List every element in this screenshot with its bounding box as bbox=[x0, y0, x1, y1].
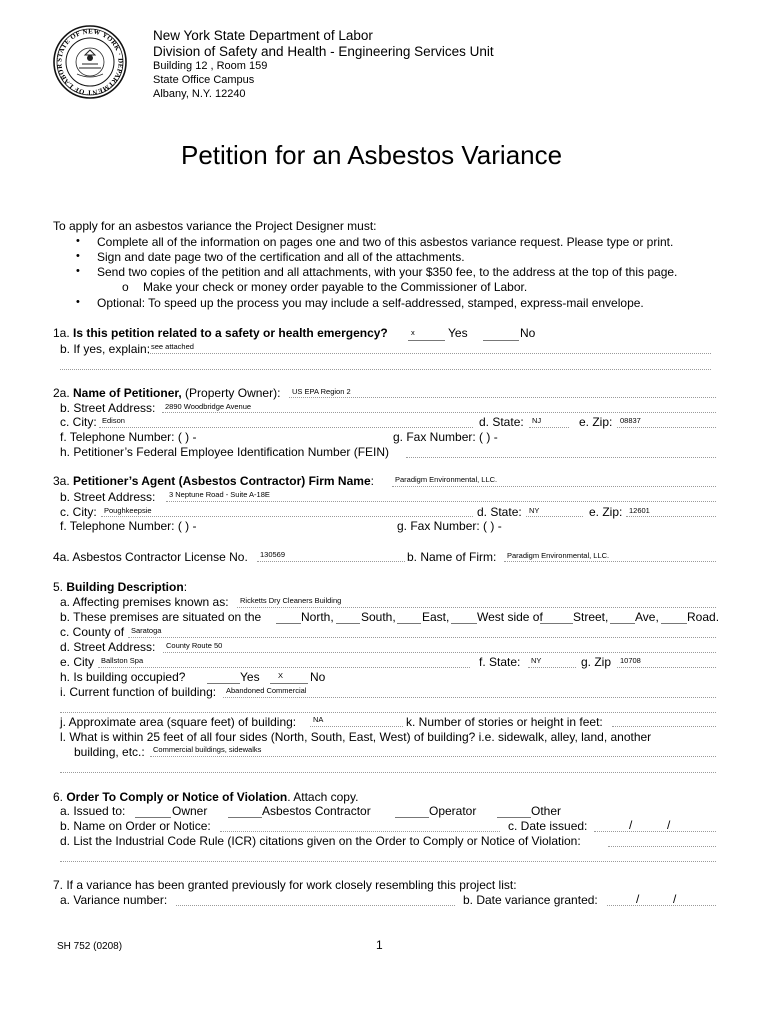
q3a-label: 3a. Petitioner’s Agent (Asbestos Contractor) Firm Name: bbox=[53, 474, 374, 488]
q3c-value[interactable]: Poughkeepsie bbox=[104, 506, 152, 515]
q5c-label: c. County of bbox=[60, 625, 125, 639]
q3e-label: e. Zip: bbox=[589, 505, 623, 519]
svg-text:STATE OF NEW YORK · DEPARTMENT: STATE OF NEW YORK · DEPARTMENT OF LABOR bbox=[56, 28, 124, 96]
q6-heading: 6. Order To Comply or Notice of Violation. Attach copy. bbox=[53, 790, 359, 804]
q2h-label: h. Petitioner’s Federal Employee Identification Number (FEIN) bbox=[60, 445, 390, 459]
q5h-yes-blank[interactable] bbox=[207, 683, 240, 684]
q3e-value[interactable]: 12601 bbox=[629, 506, 650, 515]
q1a-yes-blank[interactable] bbox=[408, 340, 445, 341]
q5b-east-blank[interactable] bbox=[397, 623, 421, 624]
q6a-operator: Operator bbox=[429, 804, 477, 818]
q5b-north-blank[interactable] bbox=[276, 623, 301, 624]
q2f-label: f. Telephone Number: ( ) - bbox=[60, 430, 197, 444]
q5j-label: j. Approximate area (square feet) of building: bbox=[60, 715, 297, 729]
q2a-value[interactable]: US EPA Region 2 bbox=[292, 387, 351, 396]
q3d-label: d. State: bbox=[477, 505, 522, 519]
q6a-contractor: Asbestos Contractor bbox=[262, 804, 371, 818]
q3b-label: b. Street Address: bbox=[60, 490, 156, 504]
q5g-line[interactable] bbox=[617, 667, 716, 668]
q5k-line[interactable] bbox=[612, 726, 716, 727]
q1a-no-label: No bbox=[520, 326, 536, 340]
bullet-icon: • bbox=[76, 250, 80, 262]
q6b-label: b. Name on Order or Notice: bbox=[60, 819, 211, 833]
q6a-contractor-blank[interactable] bbox=[228, 817, 262, 818]
q5h-no: No bbox=[310, 670, 326, 684]
q4b-line[interactable] bbox=[504, 561, 716, 562]
q3b-value[interactable]: 3 Neptune Road - Suite A-18E bbox=[169, 490, 270, 499]
bullet-icon: • bbox=[76, 296, 80, 308]
q6a-operator-blank[interactable] bbox=[395, 817, 429, 818]
q2e-line[interactable] bbox=[617, 427, 716, 428]
q1b-label: b. If yes, explain: bbox=[60, 342, 151, 356]
q5d-line[interactable] bbox=[163, 652, 716, 653]
q2e-label: e. Zip: bbox=[579, 415, 613, 429]
q2a-label: 2a. Name of Petitioner, (Property Owner): bbox=[53, 386, 281, 400]
q5j-value[interactable]: NA bbox=[313, 715, 324, 724]
q5b-south-blank[interactable] bbox=[336, 623, 360, 624]
state-seal-logo bbox=[52, 24, 128, 100]
intro-bullet: Complete all of the information on pages one and two of this asbestos variance request. Please type or print. bbox=[97, 235, 674, 249]
q4b-label: b. Name of Firm: bbox=[407, 550, 497, 564]
q1a-yes-mark[interactable]: x bbox=[411, 328, 415, 337]
page-title: Petition for an Asbestos Variance bbox=[181, 140, 563, 170]
q2c-value[interactable]: Edison bbox=[102, 416, 125, 425]
q6d-line-2[interactable] bbox=[60, 861, 716, 862]
q3f-label: f. Telephone Number: ( ) - bbox=[60, 519, 197, 533]
q3c-line[interactable] bbox=[101, 516, 473, 517]
header-address-line3: Albany, N.Y. 12240 bbox=[153, 88, 246, 100]
q5h-no-blank[interactable] bbox=[270, 683, 308, 684]
q4a-label: 4a. Asbestos Contractor License No. bbox=[53, 550, 248, 564]
q3e-line[interactable] bbox=[626, 516, 716, 517]
date-separator: / bbox=[673, 892, 677, 906]
q6a-owner-blank[interactable] bbox=[135, 817, 171, 818]
q5a-value[interactable]: Ricketts Dry Cleaners Building bbox=[240, 596, 342, 605]
q5l-value[interactable]: Commercial buildings, sidewalks bbox=[153, 745, 262, 754]
q3c-label: c. City: bbox=[60, 505, 97, 519]
date-separator: / bbox=[667, 818, 671, 832]
date-separator: / bbox=[629, 818, 633, 832]
q5b-ave: Ave, bbox=[635, 610, 659, 624]
q5b-street-blank[interactable] bbox=[540, 623, 573, 624]
q5a-label: a. Affecting premises known as: bbox=[60, 595, 229, 609]
q5b-east: East, bbox=[422, 610, 450, 624]
intro-sub-bullet: Make your check or money order payable to the Commissioner of Labor. bbox=[143, 280, 528, 294]
q5b-road-blank[interactable] bbox=[661, 623, 687, 624]
intro-bullet: Optional: To speed up the process you may include a self-addressed, stamped, express-mail envelope. bbox=[97, 296, 644, 310]
q6a-label: a. Issued to: bbox=[60, 804, 126, 818]
bullet-icon: • bbox=[76, 235, 80, 247]
date-separator: / bbox=[636, 892, 640, 906]
q2a-line[interactable] bbox=[289, 397, 716, 398]
q7b-label: b. Date variance granted: bbox=[463, 893, 598, 907]
q5h-no-mark[interactable]: X bbox=[278, 671, 284, 680]
q2h-line[interactable] bbox=[406, 457, 716, 458]
q6b-line[interactable] bbox=[220, 831, 500, 832]
q1a-no-blank[interactable] bbox=[483, 340, 519, 341]
q5h-label: h. Is building occupied? bbox=[60, 670, 186, 684]
q7a-line[interactable] bbox=[176, 905, 455, 906]
q5i-line-2[interactable] bbox=[60, 712, 716, 713]
q5i-line[interactable] bbox=[223, 697, 716, 698]
q5j-line[interactable] bbox=[310, 726, 403, 727]
q4a-value[interactable]: 130569 bbox=[260, 550, 286, 559]
q1b-value[interactable]: see attached bbox=[151, 342, 194, 351]
q5b-label: b. These premises are situated on the bbox=[60, 610, 262, 624]
q5-heading: 5. Building Description: bbox=[53, 580, 188, 594]
q6c-label: c. Date issued: bbox=[508, 819, 588, 833]
q6a-other: Other bbox=[531, 804, 562, 818]
q1a-label: 1a. Is this petition related to a safety or health emergency? bbox=[53, 326, 388, 340]
q5f-label: f. State: bbox=[479, 655, 521, 669]
q5b-road: Road. bbox=[687, 610, 720, 624]
q7b-date-line[interactable] bbox=[607, 905, 716, 906]
header-address-line1: Building 12 , Room 159 bbox=[153, 60, 268, 72]
sub-bullet-marker: o bbox=[122, 280, 129, 294]
q5d-value[interactable]: County Route 50 bbox=[166, 641, 223, 650]
q5c-value[interactable]: Saratoga bbox=[131, 626, 162, 635]
q6d-line[interactable] bbox=[608, 846, 716, 847]
q5g-value[interactable]: 10708 bbox=[620, 656, 641, 665]
q5b-westof: West side of bbox=[477, 610, 543, 624]
q3a-line[interactable] bbox=[392, 486, 716, 487]
q5l-line[interactable] bbox=[150, 756, 716, 757]
q5c-line[interactable] bbox=[128, 637, 716, 638]
q5k-label: k. Number of stories or height in feet: bbox=[406, 715, 603, 729]
header-org: New York State Department of Labor bbox=[153, 28, 373, 43]
q5l-label: l. What is within 25 feet of all four sides (North, South, East, West) of building? i.e. sidewalk, alley, land, another bbox=[60, 730, 652, 744]
q5b-ave-blank[interactable] bbox=[610, 623, 635, 624]
q6d-label: d. List the Industrial Code Rule (ICR) citations given on the Order to Comply or Notice of Violation: bbox=[60, 834, 581, 848]
q1b-line[interactable] bbox=[148, 353, 711, 354]
q6c-date-line[interactable] bbox=[594, 831, 716, 832]
q1a-yes-label: Yes bbox=[448, 326, 468, 340]
q2e-value[interactable]: 08837 bbox=[620, 416, 641, 425]
q5h-yes: Yes bbox=[240, 670, 260, 684]
q5l-label-2: building, etc.: bbox=[74, 745, 145, 759]
q3b-line[interactable] bbox=[166, 501, 716, 502]
q2d-line[interactable] bbox=[529, 427, 569, 428]
q5e-value[interactable]: Ballston Spa bbox=[101, 656, 144, 665]
q2c-line[interactable] bbox=[99, 427, 473, 428]
q4a-line[interactable] bbox=[257, 561, 405, 562]
q5b-street: Street, bbox=[573, 610, 609, 624]
header-division: Division of Safety and Health - Engineering Services Unit bbox=[153, 44, 494, 59]
q5e-line[interactable] bbox=[98, 667, 470, 668]
q5b-west-blank[interactable] bbox=[451, 623, 477, 624]
q7a-label: a. Variance number: bbox=[60, 893, 168, 907]
q5b-north: North, bbox=[301, 610, 334, 624]
q3a-value[interactable]: Paradigm Environmental, LLC. bbox=[395, 475, 498, 484]
q2b-line[interactable] bbox=[162, 412, 716, 413]
q4b-value[interactable]: Paradigm Environmental, LLC. bbox=[507, 551, 610, 560]
q5a-line[interactable] bbox=[237, 607, 716, 608]
q7-heading: 7. If a variance has been granted previously for work closely resembling this project list: bbox=[53, 878, 517, 892]
q2c-label: c. City: bbox=[60, 415, 97, 429]
intro-bullet: Sign and date page two of the certification and all of the attachments. bbox=[97, 250, 465, 264]
q2d-value[interactable]: NJ bbox=[532, 416, 542, 425]
q5f-line[interactable] bbox=[528, 667, 576, 668]
page-number: 1 bbox=[376, 938, 383, 952]
header-address-line2: State Office Campus bbox=[153, 74, 255, 86]
q3d-value[interactable]: NY bbox=[529, 506, 540, 515]
q3d-line[interactable] bbox=[526, 516, 583, 517]
q5i-label: i. Current function of building: bbox=[60, 685, 217, 699]
intro-lead: To apply for an asbestos variance the Project Designer must: bbox=[53, 219, 377, 233]
q5e-label: e. City bbox=[60, 655, 95, 669]
q3g-label: g. Fax Number: ( ) - bbox=[397, 519, 502, 533]
q5i-value[interactable]: Abandoned Commercial bbox=[226, 686, 307, 695]
q5l-line-2[interactable] bbox=[60, 772, 716, 773]
q6a-owner: Owner bbox=[172, 804, 208, 818]
form-number: SH 752 (0208) bbox=[57, 941, 123, 952]
q2g-label: g. Fax Number: ( ) - bbox=[393, 430, 498, 444]
bullet-icon: • bbox=[76, 265, 80, 277]
q5b-south: South, bbox=[361, 610, 396, 624]
q1b-line-2[interactable] bbox=[60, 369, 711, 370]
q2d-label: d. State: bbox=[479, 415, 524, 429]
intro-bullet: Send two copies of the petition and all attachments, with your $350 fee, to the address at the top of this page. bbox=[97, 265, 678, 279]
q6a-other-blank[interactable] bbox=[497, 817, 531, 818]
q2b-label: b. Street Address: bbox=[60, 401, 156, 415]
q2b-value[interactable]: 2890 Woodbridge Avenue bbox=[165, 402, 252, 411]
q5g-label: g. Zip bbox=[581, 655, 612, 669]
q5d-label: d. Street Address: bbox=[60, 640, 156, 654]
q5f-value[interactable]: NY bbox=[531, 656, 542, 665]
